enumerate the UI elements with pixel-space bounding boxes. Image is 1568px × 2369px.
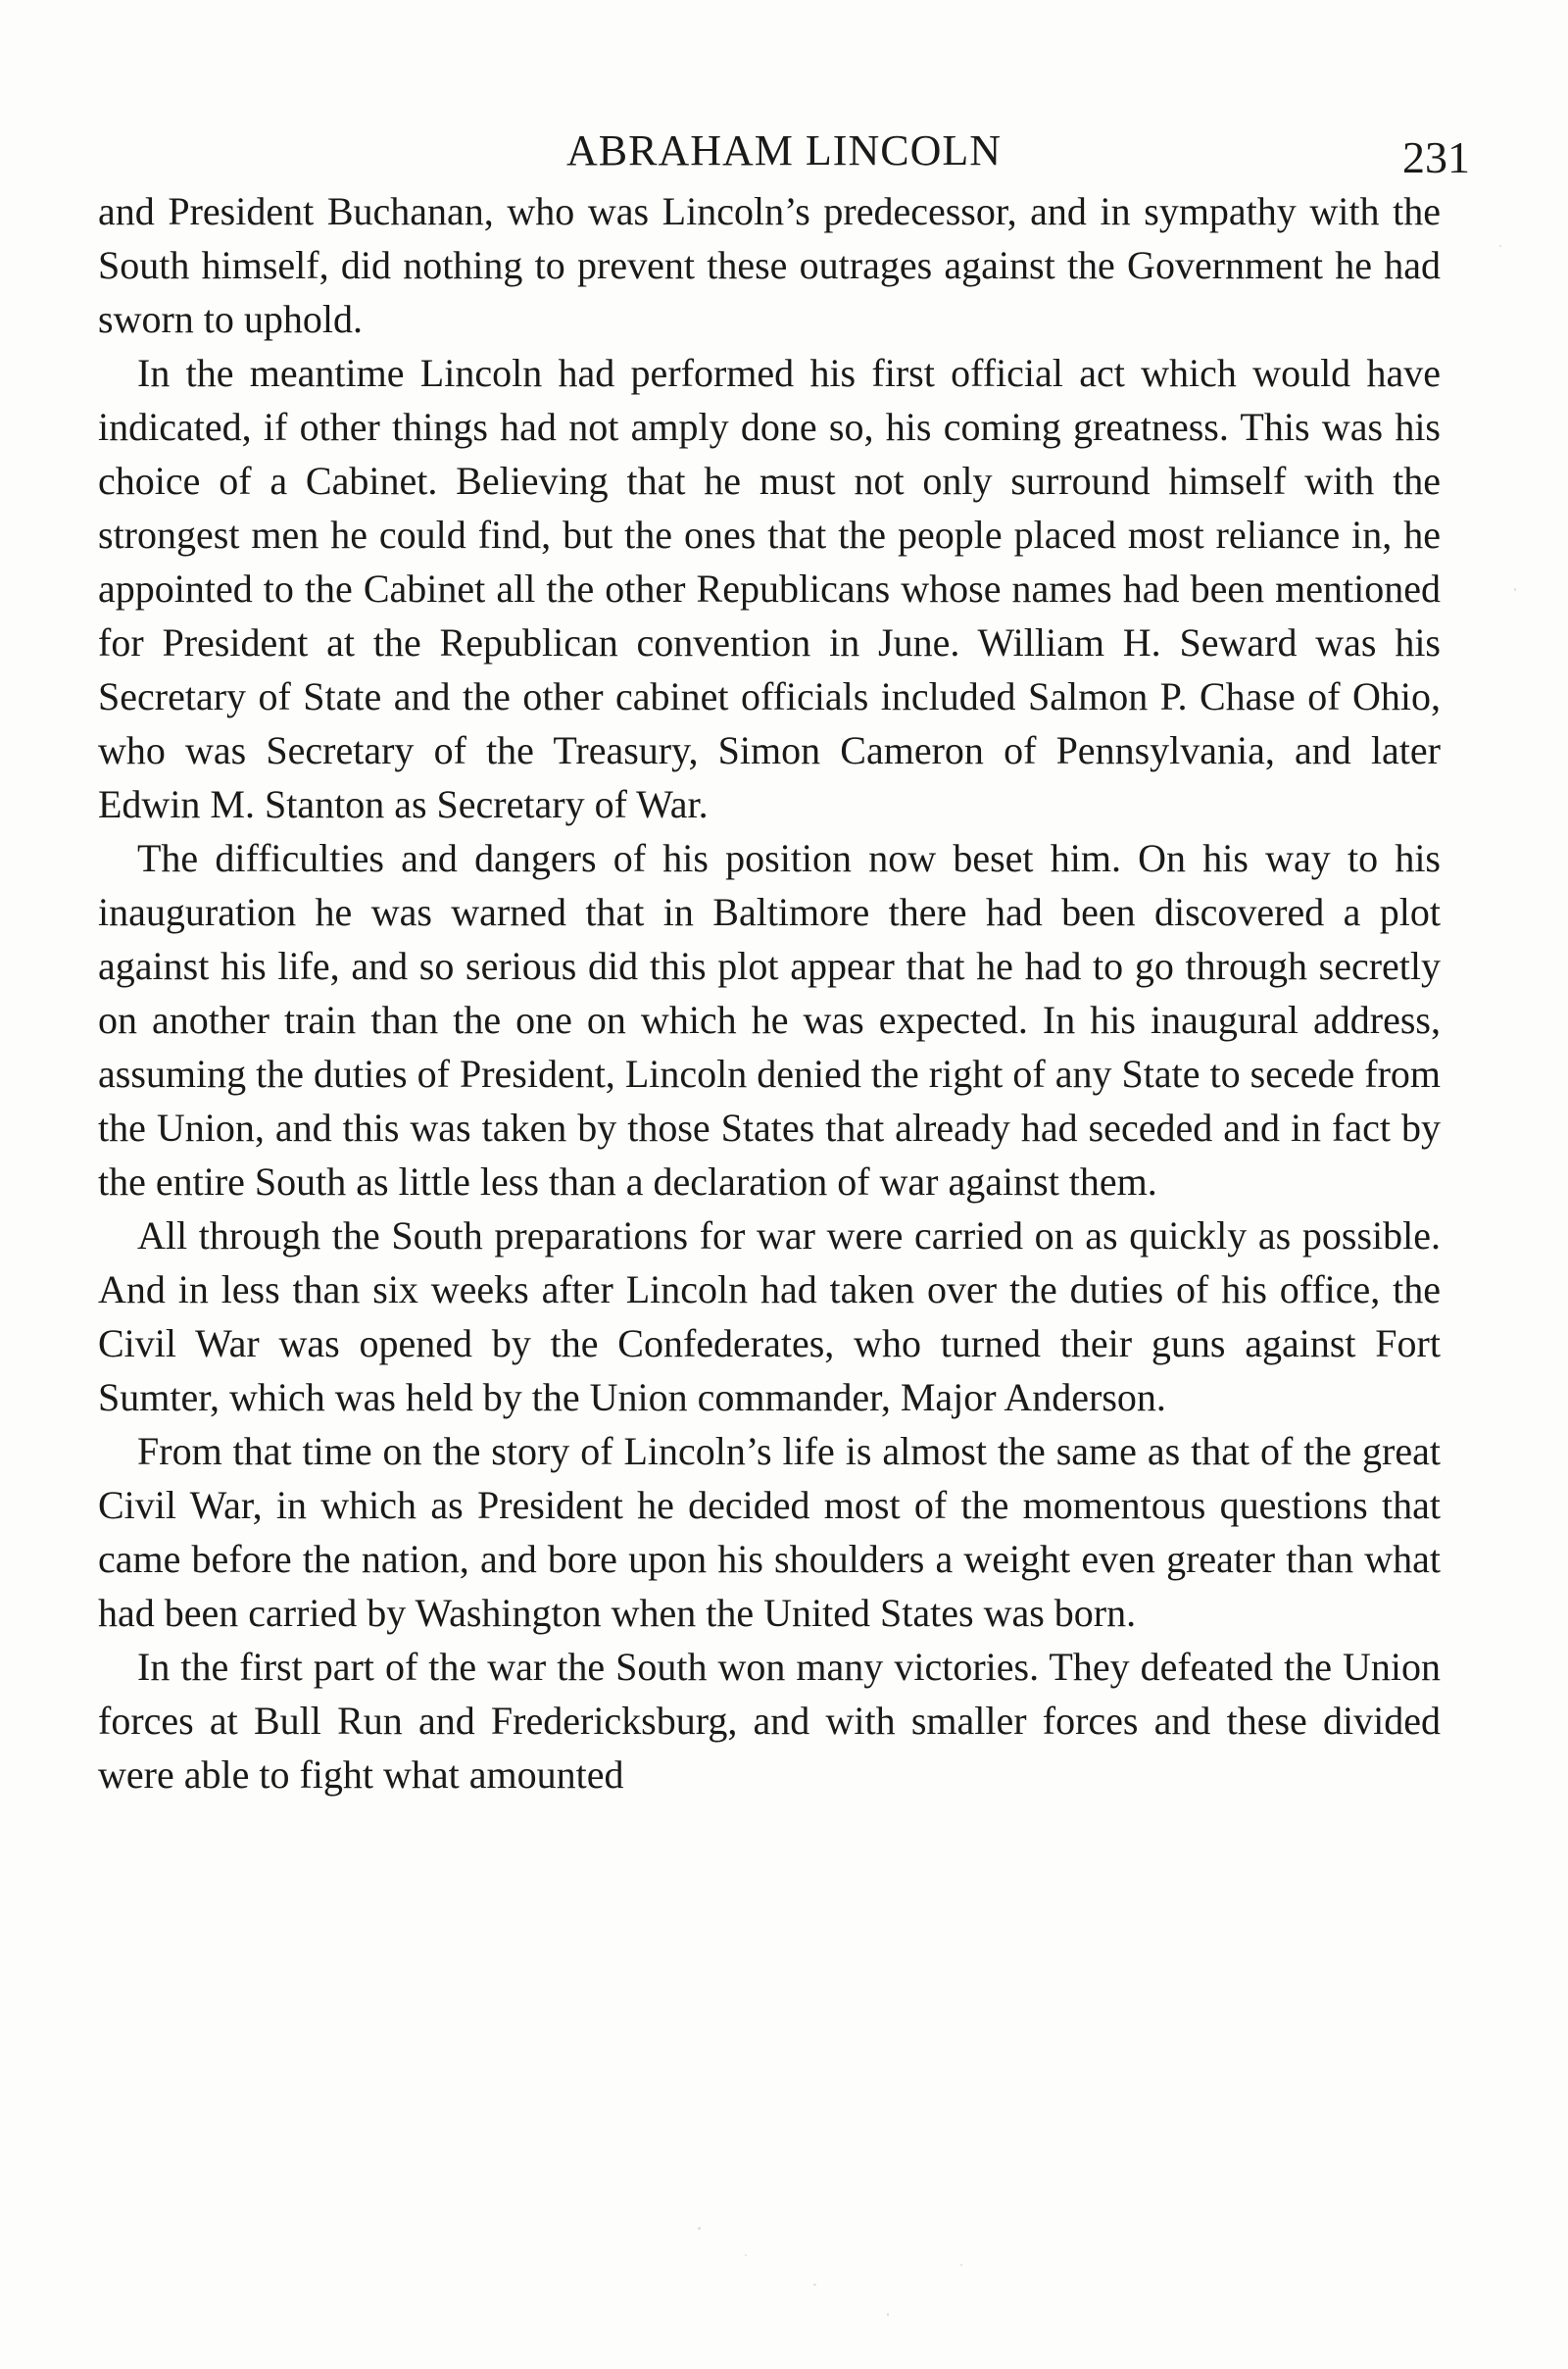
paragraph-continuation: and President Buchanan, who was Lincoln’s predecessor, and in sympathy with the South himself, did nothing to prevent these outrages against the Government he had sworn to uphold. [98, 189, 1441, 341]
running-head [98, 125, 1470, 184]
paragraph-inauguration: The difficulties and dangers of his position now beset him. On his way to his inauguration he was warned that in Baltimore there had been discovered a plot against his life, and so serious did this plot appear that he had to go through secretly on another train than the one on which he was expected. In his inaugural address, assuming the duties of President, Lincoln denied the right of any State to secede from the Union, and this was taken by those States that already had seceded and in fact by the entire South as little less than a declaration of war against them. [98, 836, 1441, 1204]
paragraph-civil-war: From that time on the story of Lincoln’s life is almost the same as that of the great Civil War, in which as President he decided most of the momentous questions that came before the nation, and bore upon his shoulders a weight even greater than what had been carried by Washington when the United States was born. [98, 1429, 1441, 1635]
scan-speckle [887, 2313, 889, 2316]
paragraph-cabinet: In the meantime Lincoln had performed his first official act which would have indicated, if other things had not amply done so, his coming greatness. This was his choice of a Cabinet. Believing that he must not only surround himself with the strongest men he could find, but the ones that the people placed most reliance in, he appointed to the Cabinet all the other Republicans whose names had been mentioned for President at the Republican convention in June. William H. Seward was his Secretary of State and the other cabinet officials included Salmon P. Chase of Ohio, who was Secretary of the Treasury, Simon Cameron of Pennsylvania, and later Edwin M. Stanton as Secretary of War. [98, 351, 1441, 826]
scan-speckle [960, 2264, 962, 2266]
paragraph-fort-sumter: All through the South preparations for war were carried on as quickly as possible. And in less than six weeks after Lincoln had taken over the duties of his office, the Civil War was opened by the Confederates, who turned their guns against Fort Sumter, which was held by the Union commander, Major Anderson. [98, 1213, 1441, 1419]
running-title: ABRAHAM LINCOLN [566, 126, 1002, 174]
page-number: 231 [1402, 132, 1470, 182]
scan-speckle [1499, 245, 1501, 247]
scan-speckle [1514, 588, 1516, 591]
paragraph-south-victories: In the first part of the war the South won many victories. They defeated the Union forces at Bull Run and Fredericksburg, and with smaller forces and these divided were able to fight what amounted [98, 1645, 1441, 1797]
body-text [98, 184, 1441, 1801]
scan-speckle [745, 2254, 747, 2256]
scan-speckle [698, 2227, 701, 2230]
scan-speckle [813, 2284, 816, 2286]
